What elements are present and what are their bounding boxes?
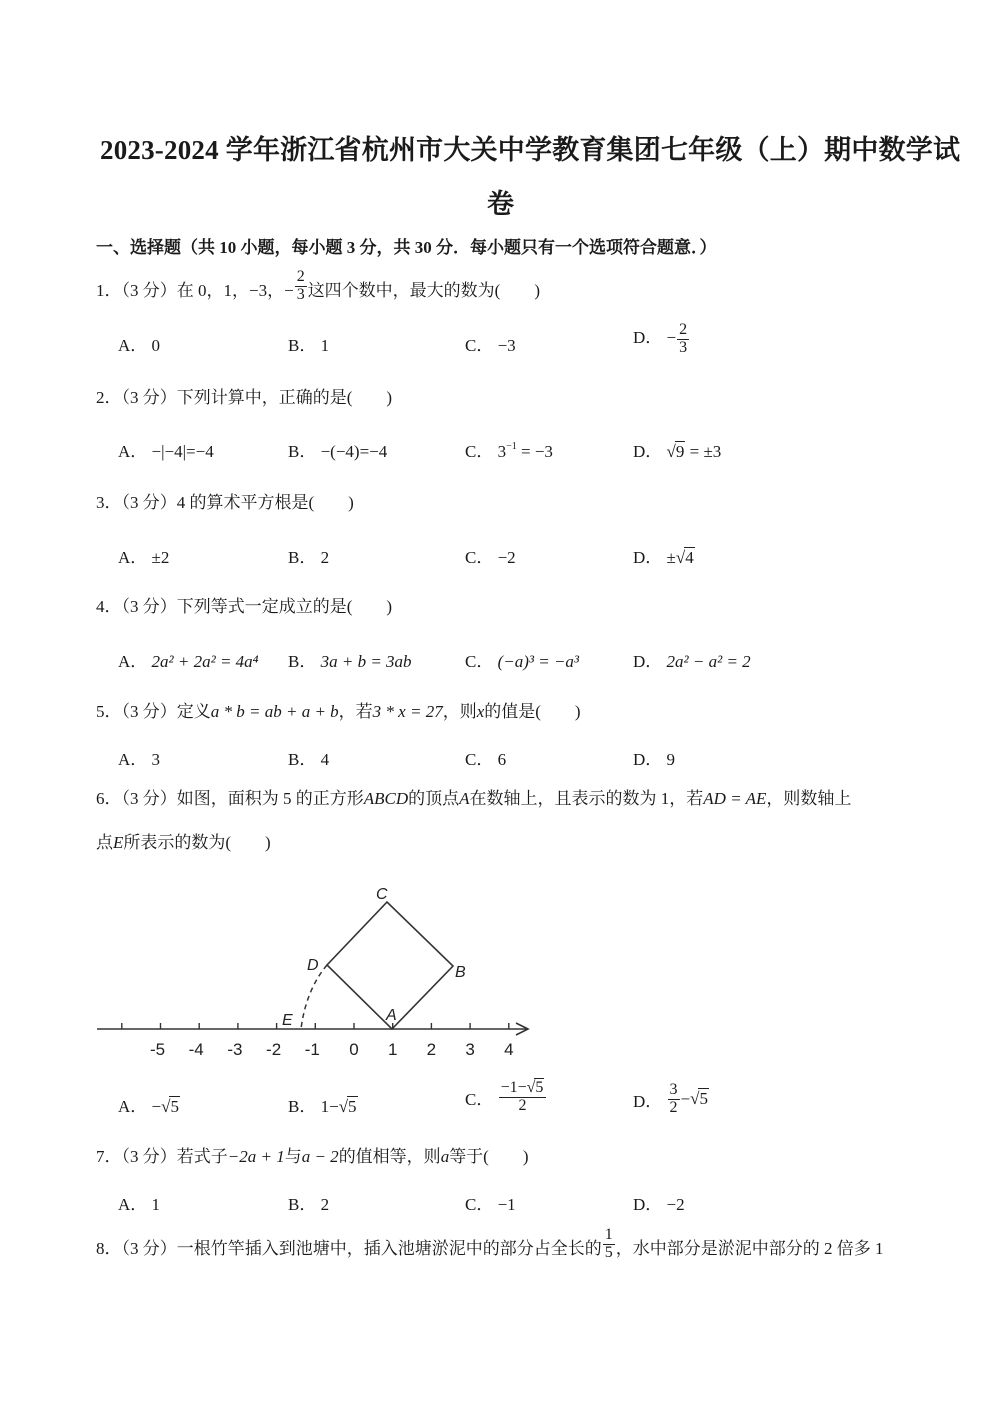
radical-sign-icon: √	[690, 1089, 700, 1109]
question-score: （3 分）	[121, 702, 177, 721]
option-fraction	[668, 1082, 680, 1117]
option-text: −3	[497, 336, 516, 355]
question-number: 7．	[96, 1147, 122, 1166]
question-score: （3 分）	[121, 789, 177, 808]
question-stem: 下列计算中，正确的是( )	[176, 388, 393, 407]
point-label-b: B	[455, 964, 466, 981]
tick-label: 1	[387, 1040, 398, 1059]
question-score: （3 分）	[121, 1239, 177, 1258]
question-number: 4．	[96, 597, 122, 616]
option-letter: C．	[465, 1195, 494, 1214]
fraction-numerator: 2	[296, 267, 305, 285]
option-text: −1	[497, 1195, 516, 1214]
option-letter: A．	[118, 442, 148, 461]
question-stem: ，若	[338, 702, 373, 721]
option-letter: A．	[118, 1097, 148, 1116]
stem-fraction	[603, 1227, 615, 1262]
tick-label: 2	[426, 1040, 437, 1059]
option-letter: C．	[465, 548, 494, 567]
option-text: 1	[151, 1195, 161, 1214]
stem-sign: −	[284, 281, 294, 300]
option-text: 2	[320, 1195, 330, 1214]
radical-sign-icon: √	[338, 1097, 349, 1116]
math-expression: AD = AE	[703, 789, 767, 808]
question-score: （3 分）	[121, 281, 177, 300]
question-score: （3 分）	[121, 597, 177, 616]
question-stem: 下列等式一定成立的是( )	[176, 597, 393, 616]
math-expression: a − 2	[301, 1147, 339, 1166]
math-expression: ABCD	[363, 789, 409, 808]
question-stem-tail: 这四个数中，最大的数为( )	[307, 281, 541, 300]
question-stem: 的值相等，则	[338, 1147, 441, 1166]
math-variable: E	[113, 833, 124, 852]
option-letter: B．	[288, 336, 317, 355]
math-expression: a * b = ab + a + b	[210, 702, 339, 721]
option-letter: D．	[633, 652, 663, 671]
option-text: 9	[666, 750, 676, 769]
question-number: 1．	[96, 281, 122, 300]
number-line	[97, 1023, 528, 1035]
question-stem: ，则数轴上	[766, 789, 852, 808]
option-operator: −	[680, 1089, 691, 1109]
fraction-denominator: 5	[604, 1243, 613, 1261]
option-letter: A．	[118, 336, 148, 355]
radical-sign-icon: √	[526, 1079, 536, 1096]
tick-label: 4	[504, 1040, 514, 1059]
question-score: （3 分）	[121, 493, 177, 512]
question-number: 2．	[96, 388, 122, 407]
tick-label: 0	[349, 1040, 359, 1059]
radicand: 5	[699, 1089, 708, 1109]
option-text: = −3	[516, 442, 553, 461]
question-stem: 的值是( )	[484, 702, 581, 721]
question-stem: 在数轴上，且表示的数为 1，若	[469, 789, 704, 808]
option-a[interactable]	[118, 1092, 180, 1117]
option-text: −(−4)=−4	[320, 442, 388, 461]
point-label-c: C	[376, 886, 388, 903]
question-number: 3．	[96, 493, 122, 512]
option-letter: B．	[288, 1195, 317, 1214]
math-expression: −2a + 1	[227, 1147, 285, 1166]
fraction-numerator	[499, 1080, 547, 1098]
sqrt-expression	[527, 1080, 545, 1097]
option-c[interactable]	[465, 1190, 516, 1215]
question-stem: 定义	[176, 702, 211, 721]
numerator-prefix: −1−	[500, 1079, 527, 1096]
fraction-denominator: 2	[669, 1098, 678, 1116]
option-text: 2a² + 2a² = 4a⁴	[151, 652, 259, 671]
fraction-denominator: 3	[296, 285, 305, 303]
option-d[interactable]	[633, 1190, 685, 1215]
question-stem: 等于( )	[449, 1147, 529, 1166]
question-stem: ，则	[442, 702, 477, 721]
option-text: 4	[320, 750, 330, 769]
option-exponent: −1	[506, 441, 517, 452]
radical-sign-icon: √	[675, 548, 686, 567]
fraction-numerator: 1	[604, 1225, 613, 1243]
option-text: 2a² − a² = 2	[666, 652, 751, 671]
point-label-a: A	[386, 1007, 397, 1024]
axis-tick-labels	[150, 1040, 514, 1059]
option-b[interactable]	[288, 1190, 329, 1215]
math-variable: a	[440, 1147, 450, 1166]
option-text: 0	[151, 336, 161, 355]
page-title-line-2: 卷	[487, 189, 515, 219]
option-text: 3	[151, 750, 161, 769]
option-letter: C．	[465, 1089, 494, 1109]
option-letter: C．	[465, 652, 494, 671]
fraction-numerator: 2	[679, 321, 688, 338]
option-base: 3	[497, 442, 507, 461]
question-stem: 与	[284, 1147, 302, 1166]
section-heading: 一、选择题（共 10 小题，每小题 3 分，共 30 分．每小题只有一个选项符合题意．）	[96, 238, 717, 257]
question-number: 8．	[96, 1239, 122, 1258]
option-letter: B．	[288, 442, 317, 461]
option-text: = ±3	[685, 442, 722, 461]
option-d[interactable]	[633, 1082, 709, 1117]
option-text: ±2	[151, 548, 170, 567]
tick-label: 3	[465, 1040, 475, 1059]
option-sign: −	[666, 328, 677, 348]
math-variable: x	[476, 702, 485, 721]
question-stem-tail: ，水中部分是淤泥中部分的 2 倍多 1	[615, 1239, 884, 1258]
page-title-line-1: 2023-2024 学年浙江省杭州市大关中学教育集团七年级（上）期中数学试	[100, 135, 961, 165]
option-text: −2	[666, 1195, 685, 1214]
tick-label: -3	[227, 1040, 243, 1059]
sqrt-expression	[690, 1089, 709, 1109]
option-b[interactable]	[288, 1092, 358, 1117]
option-text: −2	[497, 548, 516, 567]
axis-ticks	[122, 1023, 509, 1029]
arc-d-to-e	[301, 965, 327, 1029]
option-prefix: 1−	[320, 1097, 339, 1116]
radicand: 4	[685, 548, 694, 567]
option-letter: D．	[633, 1091, 663, 1111]
option-letter: D．	[633, 328, 663, 348]
radicand: 9	[675, 442, 685, 461]
option-letter: C．	[465, 442, 494, 461]
radical-sign-icon: √	[161, 1097, 171, 1116]
option-letter: D．	[633, 548, 663, 567]
question-stem: 在 0，1，−3，	[176, 281, 285, 300]
sqrt-expression	[339, 1097, 358, 1117]
radicand: 5	[348, 1097, 357, 1116]
question-stem: 若式子	[176, 1147, 228, 1166]
option-letter: C．	[465, 750, 494, 769]
math-expression: 3 * x = 27	[372, 702, 443, 721]
option-prefix: −	[151, 1097, 162, 1116]
question-stem: 如图，面积为 5 的正方形	[176, 789, 364, 808]
fraction-numerator: 3	[669, 1081, 678, 1098]
question-7	[96, 1142, 529, 1167]
question-number: 6．	[96, 789, 122, 808]
option-text: 3a + b = 3ab	[320, 652, 412, 671]
option-text: −|−4|=−4	[151, 442, 214, 461]
question-8	[96, 1225, 884, 1261]
option-prefix: ±	[666, 548, 676, 567]
question-score: （3 分）	[121, 388, 177, 407]
option-letter: D．	[633, 442, 663, 461]
option-fraction	[499, 1080, 547, 1115]
radicand: 5	[535, 1079, 544, 1096]
question-stem: 一根竹竿插入到池塘中，插入池塘淤泥中的部分占全长的	[176, 1239, 602, 1258]
option-text: (−a)³ = −a³	[497, 652, 580, 671]
option-letter: D．	[633, 1195, 663, 1214]
option-a[interactable]	[118, 1190, 160, 1215]
radicand: 5	[170, 1097, 179, 1116]
radical-sign-icon: √	[666, 442, 676, 461]
option-letter: B．	[288, 652, 317, 671]
option-letter: A．	[118, 1195, 148, 1214]
option-text: 6	[497, 750, 507, 769]
option-letter: A．	[118, 652, 148, 671]
sqrt-expression	[161, 1097, 180, 1117]
point-label-e: E	[282, 1012, 293, 1029]
option-letter: A．	[118, 548, 148, 567]
option-letter: B．	[288, 750, 317, 769]
question-stem: 所表示的数为( )	[123, 833, 271, 852]
question-stem: 的顶点	[408, 789, 460, 808]
fraction-denominator: 3	[679, 338, 688, 356]
point-label-d: D	[307, 957, 319, 974]
option-letter: B．	[288, 548, 317, 567]
option-letter: D．	[633, 750, 663, 769]
question-stem: 4 的算术平方根是( )	[176, 493, 354, 512]
option-letter: B．	[288, 1097, 317, 1116]
option-text: 1	[320, 336, 330, 355]
option-letter: A．	[118, 750, 148, 769]
option-c[interactable]	[465, 1080, 547, 1115]
option-letter: C．	[465, 336, 494, 355]
tick-label: -2	[266, 1040, 282, 1059]
question-score: （3 分）	[121, 1147, 177, 1166]
option-text: 2	[320, 548, 330, 567]
tick-label: -4	[188, 1040, 204, 1059]
fraction-denominator: 2	[518, 1096, 527, 1114]
math-variable: A	[459, 789, 470, 808]
question-stem: 点	[96, 833, 113, 852]
question-number: 5．	[96, 702, 122, 721]
tick-label: -1	[304, 1040, 320, 1059]
tick-label: -5	[149, 1040, 166, 1059]
